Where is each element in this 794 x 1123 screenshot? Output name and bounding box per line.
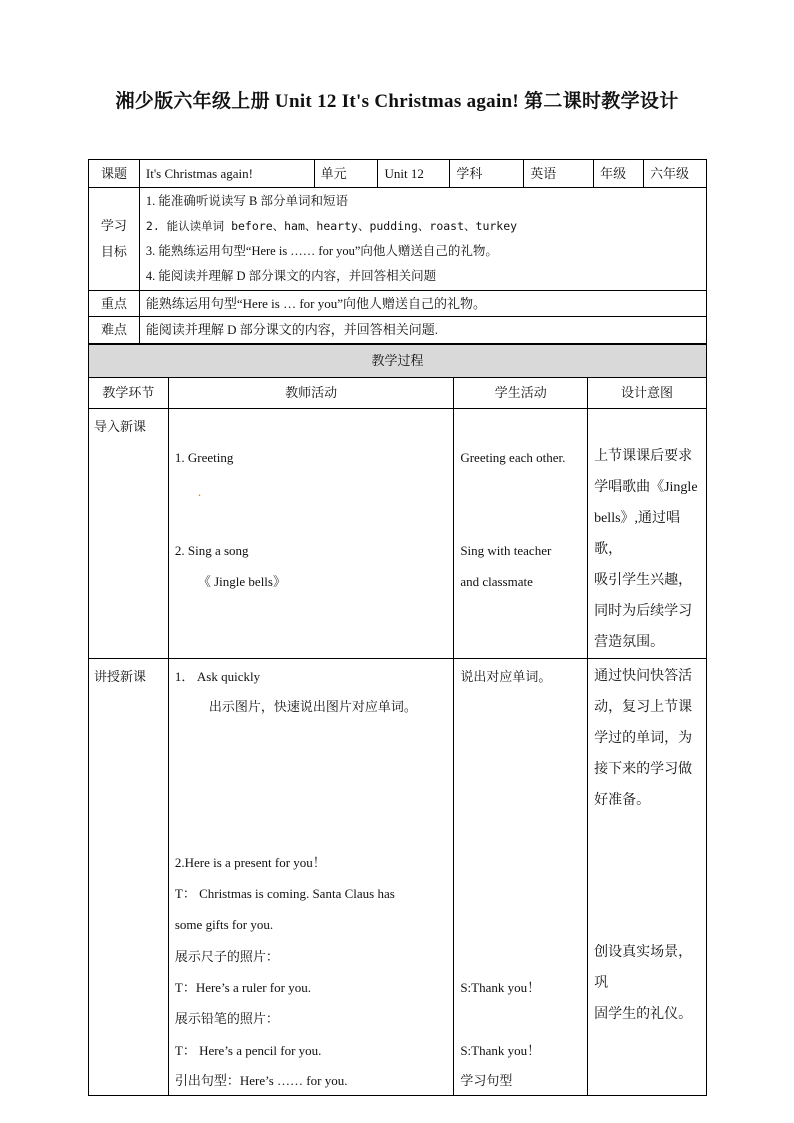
intent-line: 上节课课后要求 — [594, 449, 693, 464]
intent-line: 通过快问快答活 — [594, 669, 693, 684]
teacher-line: 展示铅笔的照片： — [174, 1011, 279, 1026]
teacher-line: T： Here’s a pencil for you. — [174, 1043, 322, 1058]
grade-value: 六年级 — [644, 160, 707, 188]
intent-line: 同时为后续学习 — [594, 604, 693, 619]
intent-teach — [588, 659, 707, 1096]
goal-item: 4. 能阅读并理解 D 部分课文的内容，并回答相关问题 — [145, 269, 437, 283]
difficult-value: 能阅读并理解 D 部分课文的内容，并回答相关问题. — [139, 317, 706, 344]
stage-intro: 导入新课 — [94, 419, 147, 434]
intent-line: 营造氛围。 — [594, 635, 665, 650]
topic-label: 课题 — [89, 160, 140, 188]
goal-item: 1. 能准确听说读写 B 部分单词和短语 — [145, 194, 348, 208]
student-activity-intro — [454, 409, 588, 659]
subject-label: 学科 — [450, 160, 524, 188]
info-table — [88, 159, 707, 344]
intent-line: 接下来的学习做 — [594, 762, 693, 777]
intent-line: bells》,通过唱歌， — [594, 511, 681, 557]
teacher-line: 1. Greeting — [174, 450, 234, 465]
goals-label — [89, 188, 140, 291]
teacher-activity-intro — [168, 409, 453, 659]
key-value: 能熟练运用句型“Here is … for you”向他人赠送自己的礼物。 — [139, 291, 706, 317]
teacher-line: 出示图片，快速说出图片对应单词。 — [208, 699, 417, 714]
teacher-line: T： Christmas is coming. Santa Claus has — [174, 886, 395, 901]
intent-line: 好准备。 — [594, 793, 651, 808]
column-header: 教学环节 — [89, 378, 169, 409]
subject-value: 英语 — [524, 160, 594, 188]
intent-line: 学过的单词，为 — [594, 731, 693, 746]
stage-cell — [89, 409, 169, 659]
student-activity-teach — [454, 659, 588, 1096]
key-label: 重点 — [89, 291, 140, 317]
teacher-line: 展示尺子的照片： — [174, 949, 279, 964]
student-line: S:Thank you！ — [460, 1043, 541, 1058]
student-line: Sing with teacher — [460, 543, 552, 558]
goals-label-text: 学习目标 — [100, 218, 127, 259]
student-line: and classmate — [460, 574, 533, 589]
unit-value: Unit 12 — [378, 160, 450, 188]
teacher-line: 2.Here is a present for you！ — [174, 855, 326, 870]
teacher-line: T：Here’s a ruler for you. — [174, 980, 311, 995]
student-line: 学习句型 — [460, 1073, 513, 1088]
teacher-activity-teach — [168, 659, 453, 1096]
document-title: 湘少版六年级上册 Unit 12 It's Christmas again! 第二课时教学设计 — [115, 91, 679, 112]
teacher-line: 2. Sing a song — [174, 543, 249, 558]
teacher-line: . — [197, 484, 202, 499]
topic-value: It's Christmas again! — [139, 160, 314, 188]
goals-list — [139, 188, 706, 291]
intent-line: 学唱歌曲《Jingle — [594, 480, 698, 495]
teacher-line: 1． Ask quickly — [174, 669, 261, 684]
intent-line: 固学生的礼仪。 — [594, 1007, 693, 1022]
intent-line: 创设真实场景，巩 — [594, 945, 693, 991]
column-header: 设计意图 — [588, 378, 707, 409]
teacher-line: some gifts for you. — [174, 917, 274, 932]
process-header: 教学过程 — [89, 345, 707, 378]
student-line: Greeting each other. — [460, 450, 566, 465]
teacher-line: 引出句型：Here’s …… for you. — [174, 1073, 348, 1088]
goal-item: 3. 能熟练运用句型“Here is …… for you”向他人赠送自己的礼物。 — [145, 244, 498, 258]
process-table — [88, 344, 707, 1096]
intent-line: 动，复习上节课 — [594, 700, 693, 715]
column-header: 学生活动 — [454, 378, 588, 409]
stage-cell — [89, 659, 169, 1096]
student-line: S:Thank you！ — [460, 980, 541, 995]
intent-line: 吸引学生兴趣， — [594, 573, 693, 588]
student-line: 说出对应单词。 — [460, 669, 552, 684]
difficult-label: 难点 — [89, 317, 140, 344]
unit-label: 单元 — [314, 160, 378, 188]
teacher-line: 《 Jingle bells》 — [197, 574, 286, 589]
stage-teach: 讲授新课 — [94, 669, 147, 684]
intent-intro — [588, 409, 707, 659]
grade-label: 年级 — [594, 160, 644, 188]
column-header: 教师活动 — [168, 378, 453, 409]
goal-item: 2. 能认读单词 before、ham、hearty、pudding、roast、turkey — [145, 219, 518, 233]
